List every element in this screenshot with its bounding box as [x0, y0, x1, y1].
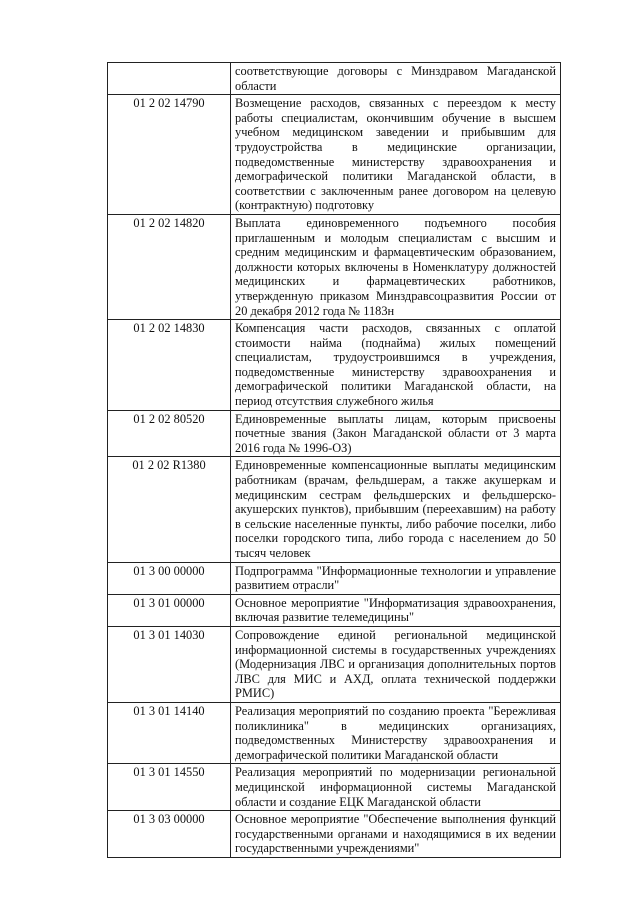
table-row: [108, 320, 561, 411]
expense-description: Основное мероприятие "Обеспечение выполнения функций государственными органами и находящимися в их ведении государственными учреждениями": [231, 811, 561, 858]
expense-description: соответствующие договоры с Минздравом Магаданской области: [231, 63, 561, 95]
classification-code: 01 2 02 R1380: [108, 457, 231, 562]
table-row: [108, 594, 561, 626]
expense-description: Сопровождение единой региональной медицинской информационной системы в государственных учреждениях (Модернизация ЛВС и организация дополнительных портов ЛВС для МИС и АХД, оплата технической поддержки РМИС): [231, 626, 561, 702]
classification-code: [108, 63, 231, 95]
table-row: [108, 410, 561, 457]
expense-description: Подпрограмма "Информационные технологии и управление развитием отрасли": [231, 562, 561, 594]
classification-code: 01 3 00 00000: [108, 562, 231, 594]
table-row: [108, 63, 561, 95]
expense-description: Реализация мероприятий по модернизации региональной медицинской информационной системы Магаданской области и создание ЕЦК Магаданской области: [231, 764, 561, 811]
classification-code: 01 2 02 80520: [108, 410, 231, 457]
classification-code: 01 2 02 14820: [108, 214, 231, 319]
table-row: [108, 457, 561, 562]
table-row: [108, 764, 561, 811]
expense-description: Единовременные компенсационные выплаты медицинским работникам (врачам, фельдшерам, а также акушеркам и медицинским сестрам фельдшерских и фельдшерско-акушерских пунктов), прибывшим (переехавшим) на работу в сельские населенные пункты, либо рабочие поселки, либо поселки городского типа, либо города с населением до 50 тысяч человек: [231, 457, 561, 562]
expense-description: Возмещение расходов, связанных с переездом к месту работы специалистам, окончившим обучение в высшем учебном медицинском заведении и прибывшим для трудоустройства в медицинские организации, подведомственные министерству здравоохранения и демографической политики Магаданской области, в соответствии с заключенным ранее договором на целевую (контрактную) подготовку: [231, 95, 561, 215]
classification-code: 01 3 01 00000: [108, 594, 231, 626]
expense-description: Выплата единовременного подъемного пособия приглашенным и молодым специалистам с высшим и средним медицинским и фармацевтическим образованием, должности которых включены в Номенклатуру должностей медицинских и фармацевтических работников, утвержденную приказом Минздравсоцразвития России от 20 декабря 2012 года № 1183н: [231, 214, 561, 319]
table-row: [108, 811, 561, 858]
table-row: [108, 214, 561, 319]
classification-code: 01 3 01 14550: [108, 764, 231, 811]
table-row: [108, 562, 561, 594]
expense-description: Компенсация части расходов, связанных с оплатой стоимости найма (поднайма) жилых помещений специалистам, трудоустроившимся в учреждения, подведомственные министерству здравоохранения и демографической политики Магаданской области, на период отсутствия служебного жилья: [231, 320, 561, 411]
table-row: [108, 626, 561, 702]
expense-description: Единовременные выплаты лицам, которым присвоены почетные звания (Закон Магаданской области от 3 марта 2016 года № 1996-ОЗ): [231, 410, 561, 457]
classification-code: 01 2 02 14830: [108, 320, 231, 411]
expense-description: Реализация мероприятий по созданию проекта "Бережливая поликлиника" в медицинских организациях, подведомственных Министерству здравоохранения и демографической политики Магаданской области: [231, 702, 561, 763]
table-row: [108, 702, 561, 763]
classification-code: 01 3 01 14030: [108, 626, 231, 702]
classification-code: 01 3 01 14140: [108, 702, 231, 763]
classification-code: 01 3 03 00000: [108, 811, 231, 858]
table-row: [108, 95, 561, 215]
expense-description: Основное мероприятие "Информатизация здравоохранения, включая развитие телемедицины": [231, 594, 561, 626]
classification-code: 01 2 02 14790: [108, 95, 231, 215]
budget-code-table: [107, 62, 561, 858]
